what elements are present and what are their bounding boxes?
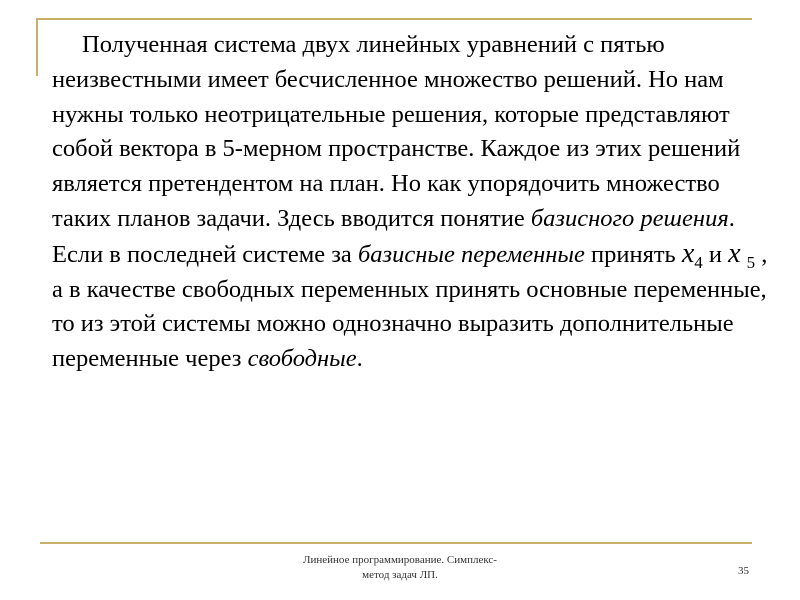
frame-left-line [36, 18, 38, 76]
text-segment-3: принять [584, 240, 682, 268]
text-segment-4: и [702, 240, 729, 268]
variable-x5-subscript: 5 [746, 252, 756, 272]
footer-divider-line [40, 542, 752, 544]
variable-x5 [728, 237, 756, 272]
text-segment-2: . Если в последней системе за [52, 204, 735, 268]
term-basic-solution: базисного решения [530, 204, 729, 232]
variable-x5-symbol: x [728, 237, 741, 269]
footer-title-line-1: Линейное программирование. Симплекс- [303, 554, 497, 566]
text-segment-5: , а в качестве свободных переменных принять основные переменные, то из этой системы можно однозначно выразить дополнительные переменные через [52, 240, 768, 373]
term-free-variables: свободные [247, 345, 357, 373]
text-segment-1: Полученная система двух линейных уравнений с пятью неизвестными имеет бесчисленное множество решений. Но нам нужны только неотрицательные решения, которые представляют собой вектора в 5-мерном пространстве. Каждое из этих решений является претендентом на план. Но как упорядочить множество таких планов задачи. Здесь вводится понятие [52, 31, 741, 232]
variable-x4-subscript: 4 [694, 252, 703, 272]
page-number: 35 [738, 565, 749, 577]
footer-title [250, 553, 550, 583]
term-basic-variables: базисные переменные [357, 240, 585, 268]
footer-title-line-2: метод задач ЛП. [362, 569, 438, 581]
frame-top-line [36, 18, 752, 20]
variable-x4 [681, 237, 703, 272]
variable-x4-symbol: x [681, 237, 695, 269]
slide-body-text [52, 28, 782, 377]
text-segment-6: . [356, 345, 363, 373]
